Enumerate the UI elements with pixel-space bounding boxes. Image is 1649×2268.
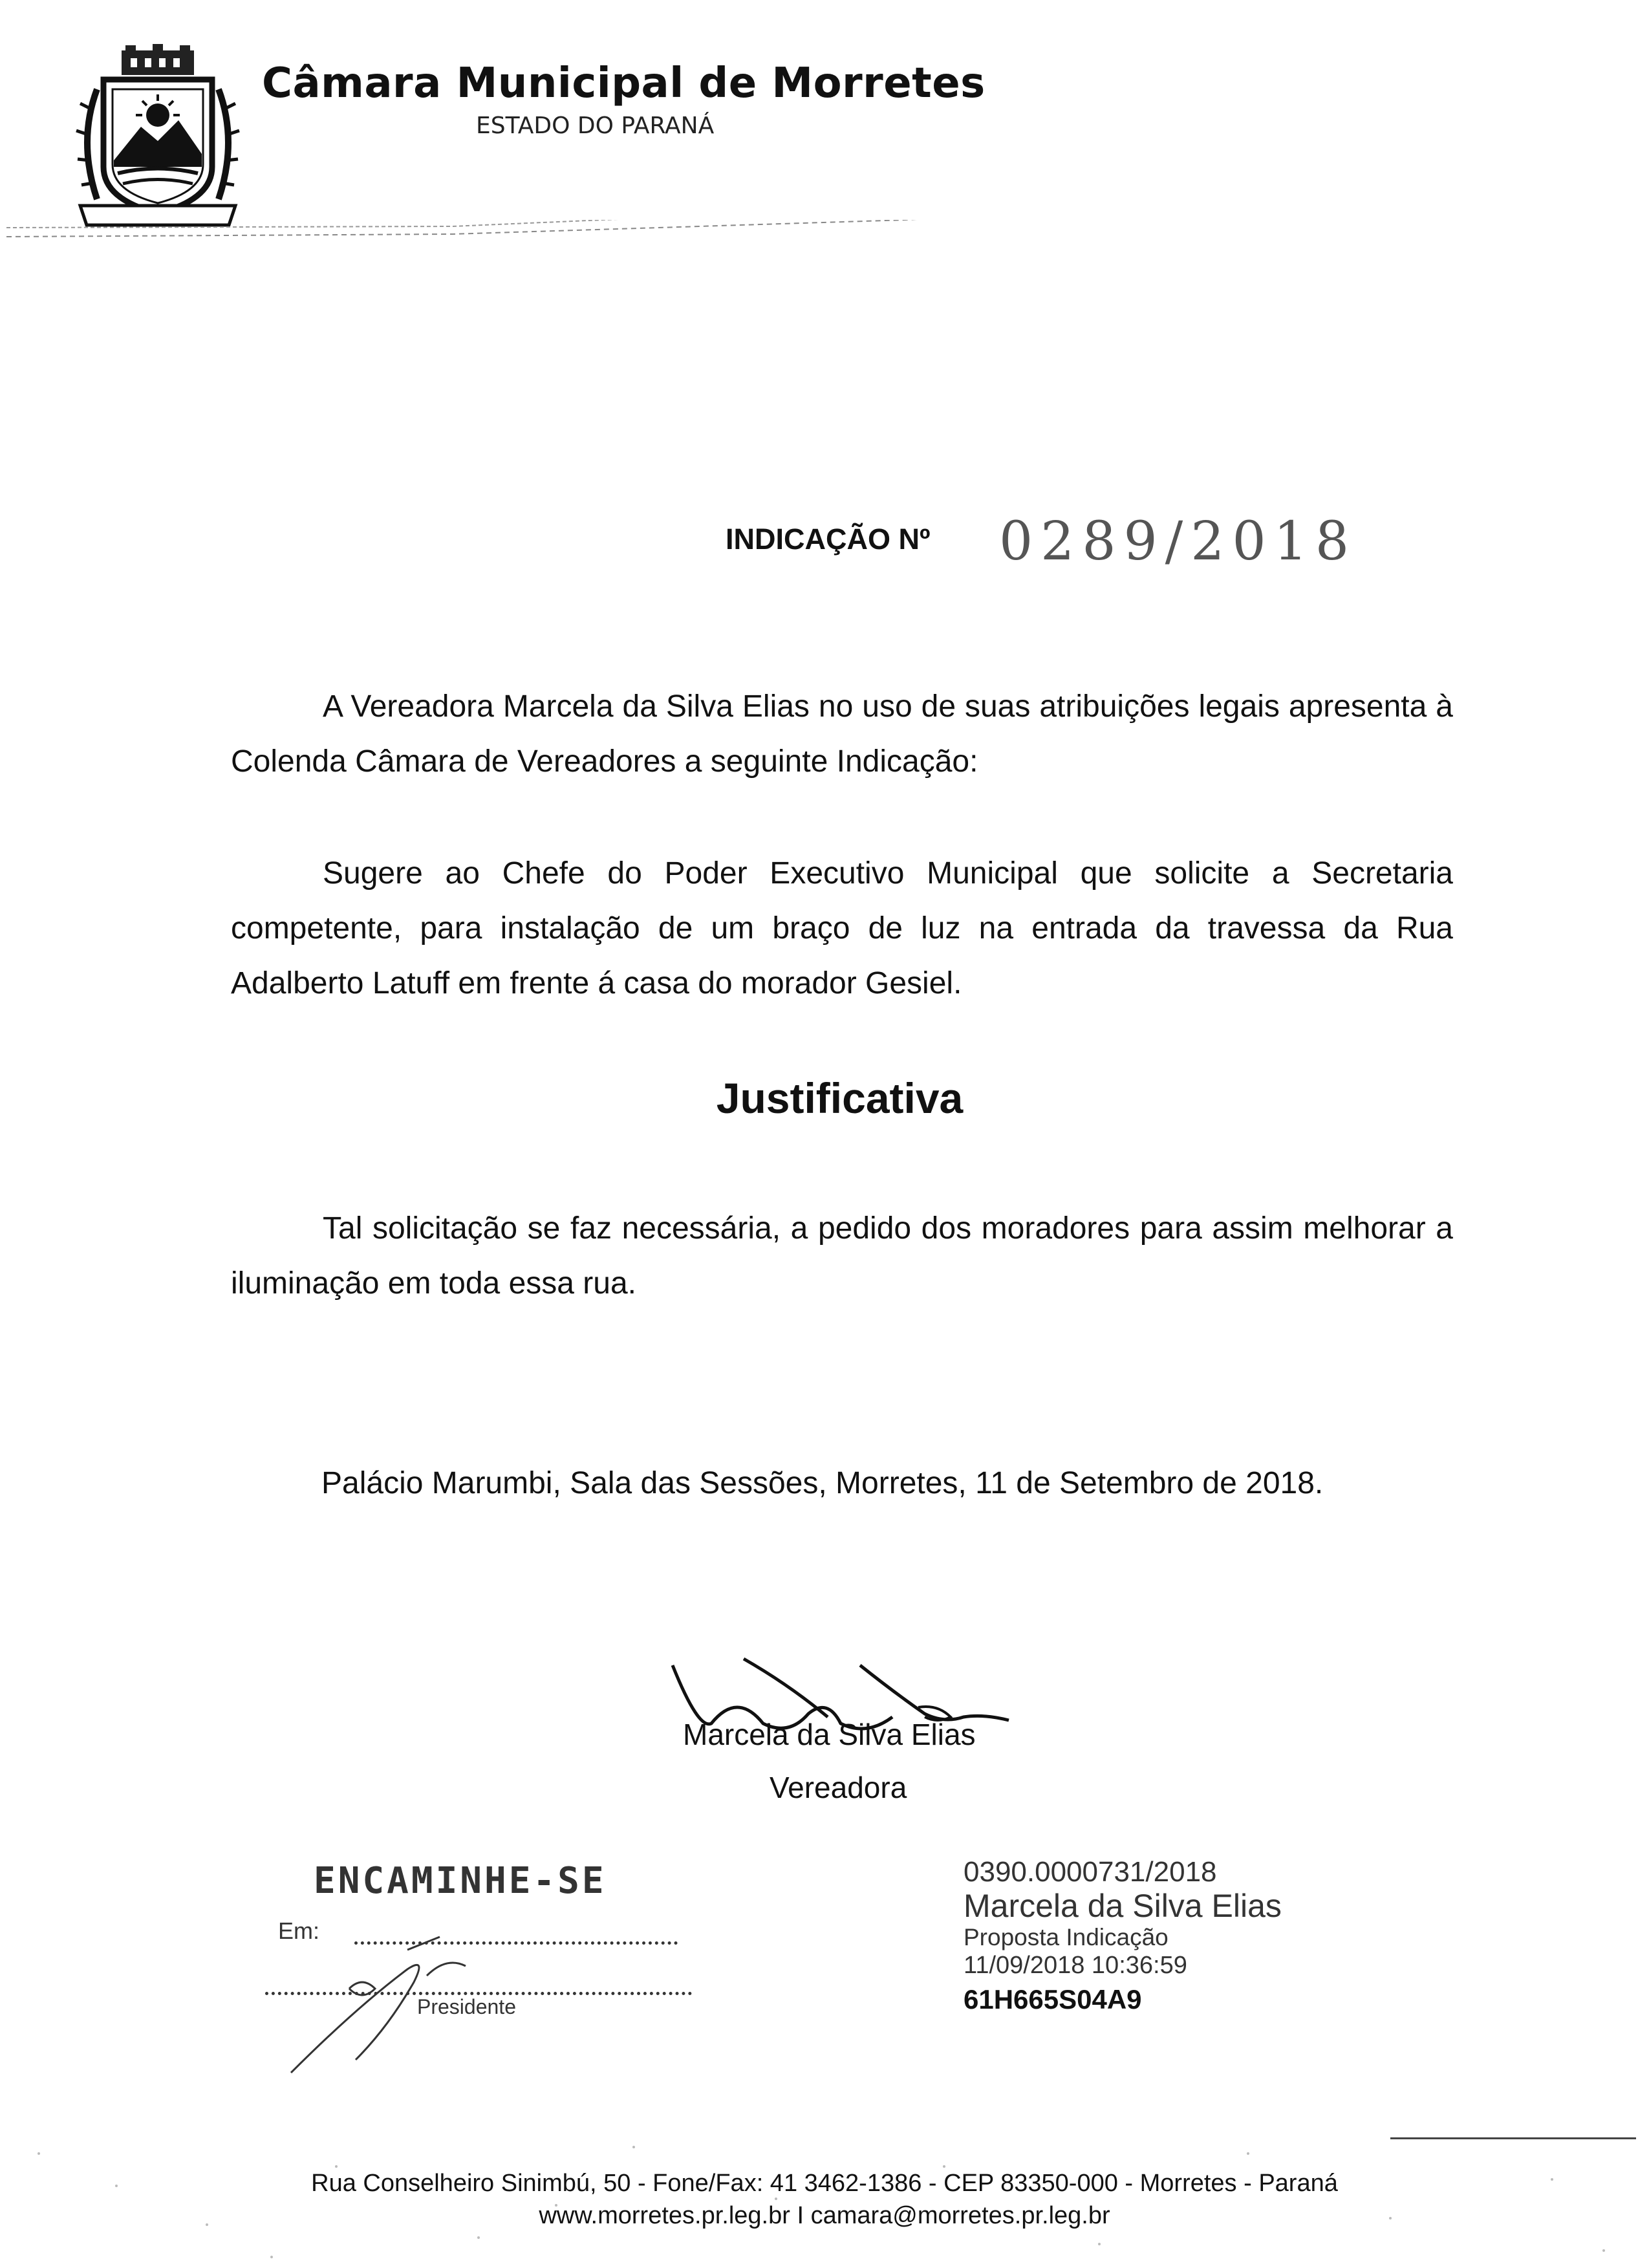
signer-role: Vereadora (770, 1771, 907, 1804)
indicacao-number: 0289/2018 (999, 511, 1357, 572)
place-date: Palácio Marumbi, Sala das Sessões, Morretes, 11 de Setembro de 2018. (321, 1466, 1324, 1500)
municipal-crest-logo (71, 44, 244, 233)
intro-paragraph: A Vereadora Marcela da Silva Elias no uso de suas atribuições legais apresenta à Colenda Câmara de Vereadores a seguinte Indicação: (231, 689, 1453, 779)
signer-name: Marcela da Silva Elias (683, 1718, 976, 1751)
protocol-code: 0390.0000731/2018 (964, 1856, 1217, 1888)
footer-rule (1390, 2137, 1636, 2139)
footer-web: www.morretes.pr.leg.br I camara@morretes.pr.leg.br (539, 2202, 1110, 2229)
suggestion-paragraph: Sugere ao Chefe do Poder Executivo Municipal que solicite a Secretaria competente, para instalação de um braço de luz na entrada da travessa da Rua Adalberto Latuff em frente á casa do morador Gesiel. (231, 856, 1453, 1000)
stamp-em-label: Em: (278, 1917, 320, 1944)
protocol-datetime: 11/09/2018 10:36:59 (964, 1952, 1187, 1979)
justificativa-heading: Justificativa (716, 1074, 964, 1122)
stamp-title: ENCAMINHE-SE (314, 1860, 607, 1902)
footer-address: Rua Conselheiro Sinimbú, 50 - Fone/Fax: 41 3462-1386 - CEP 83350-000 - Morretes - Paraná (311, 2170, 1338, 2197)
stamp-president-label: Presidente (417, 1995, 516, 2018)
president-signature (278, 1930, 524, 2086)
header-title: Câmara Municipal de Morretes (262, 59, 986, 107)
protocol-type: Proposta Indicação (964, 1924, 1169, 1950)
protocol-author: Marcela da Silva Elias (964, 1888, 1282, 1924)
justification-paragraph: Tal solicitação se faz necessária, a pedido dos moradores para assim melhorar a iluminação em toda essa rua. (231, 1211, 1453, 1301)
header-state: ESTADO DO PARANÁ (476, 113, 715, 139)
protocol-hash: 61H665S04A9 (964, 1984, 1142, 2014)
indicacao-label: INDICAÇÃO Nº (726, 523, 931, 556)
header-divider (0, 220, 1649, 259)
footer-background-noise (0, 2128, 1649, 2268)
